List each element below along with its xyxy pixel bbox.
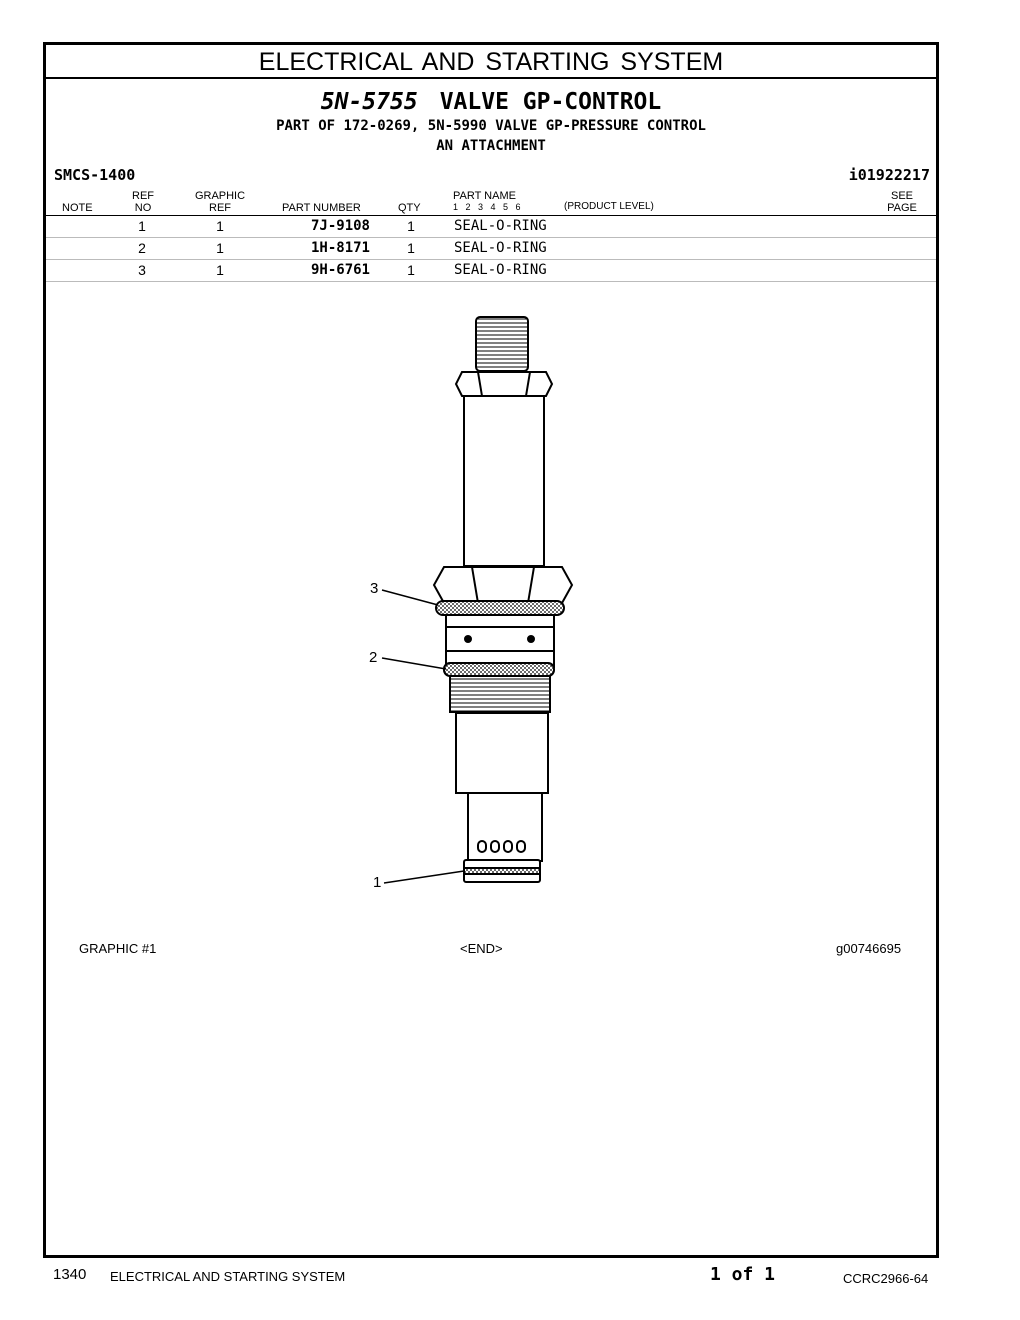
part-number: 1H-8171 xyxy=(310,240,370,256)
smcs-code: SMCS-1400 xyxy=(54,166,136,184)
graphic-caption: GRAPHIC #1 xyxy=(79,941,157,956)
header-part-name: PART NAME xyxy=(453,190,516,202)
header-graphic-top: GRAPHIC xyxy=(194,190,246,202)
qty: 1 xyxy=(407,218,415,234)
leader-2 xyxy=(382,658,446,669)
part-name: SEAL-O-RING xyxy=(454,240,547,256)
callout-3: 3 xyxy=(370,580,379,597)
part-name: SEAL-O-RING xyxy=(454,262,547,278)
part-number-title: 5N-5755 xyxy=(320,89,418,115)
ref-no: 2 xyxy=(138,240,146,256)
o-ring-2 xyxy=(444,663,554,676)
graphic-id: g00746695 xyxy=(836,941,902,956)
header-ref-bottom: NO xyxy=(134,202,152,214)
part-name-title: VALVE GP-CONTROL xyxy=(439,89,662,115)
leader-3 xyxy=(382,590,438,605)
callout-2: 2 xyxy=(369,649,378,666)
ref-no: 3 xyxy=(138,262,146,278)
footer-section: ELECTRICAL AND STARTING SYSTEM xyxy=(110,1269,346,1284)
header-graphic-bottom: REF xyxy=(209,202,231,214)
header-note: NOTE xyxy=(62,202,93,214)
section-title: ELECTRICAL AND STARTING SYSTEM xyxy=(46,45,936,79)
header-see-bottom: PAGE xyxy=(887,202,917,214)
header-part-number: PART NUMBER xyxy=(282,202,361,214)
top-thread xyxy=(476,317,528,371)
footer-page-number: 1340 xyxy=(53,1266,87,1283)
header-ref-top: REF xyxy=(132,190,154,202)
large-nut xyxy=(434,567,572,603)
qty: 1 xyxy=(407,262,415,278)
o-ring-1 xyxy=(464,868,540,874)
part-of-line: PART OF 172-0269, 5N-5990 VALVE GP-PRESSURE CONTROL xyxy=(276,118,706,134)
graphic-ref: 1 xyxy=(216,262,224,278)
page-frame xyxy=(43,42,939,1258)
part-number: 7J-9108 xyxy=(310,218,370,234)
ref-no: 1 xyxy=(138,218,146,234)
header-see-top: SEE xyxy=(890,190,913,202)
callout-1: 1 xyxy=(373,874,382,891)
valve-illustration xyxy=(46,45,936,1255)
qty: 1 xyxy=(407,240,415,256)
ported-section xyxy=(446,615,554,667)
upper-body xyxy=(464,396,544,566)
header-product-level: (PRODUCT LEVEL) xyxy=(564,201,654,212)
leader-1 xyxy=(384,871,464,883)
footer-doc-id: CCRC2966-64 xyxy=(843,1271,929,1286)
thread-section xyxy=(450,676,550,712)
graphic-ref: 1 xyxy=(216,240,224,256)
lower-body xyxy=(456,713,548,793)
header-qty: QTY xyxy=(398,202,421,214)
attachment-line: AN ATTACHMENT xyxy=(436,138,546,154)
header-levels: 1 2 3 4 5 6 xyxy=(453,202,521,212)
graphic-ref: 1 xyxy=(216,218,224,234)
part-name: SEAL-O-RING xyxy=(454,218,547,234)
footer-page-of: 1 of 1 xyxy=(710,1264,776,1285)
top-nut xyxy=(456,372,552,396)
end-marker: <END> xyxy=(460,941,503,956)
info-id: i01922217 xyxy=(848,166,930,184)
part-number: 9H-6761 xyxy=(310,262,370,278)
o-ring-3 xyxy=(436,601,564,615)
